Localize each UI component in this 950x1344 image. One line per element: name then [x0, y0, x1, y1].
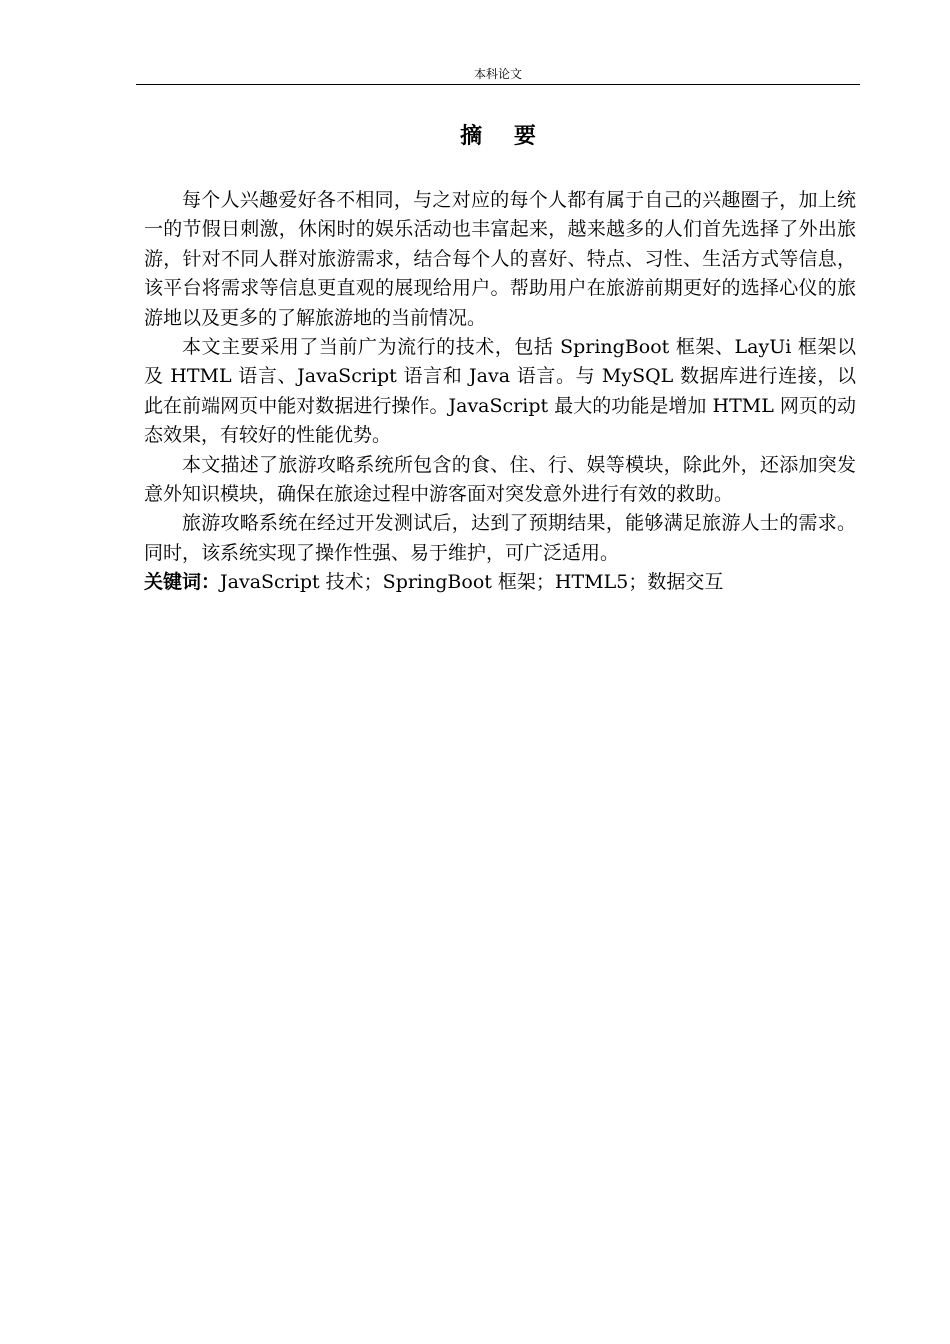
keywords-line — [144, 568, 856, 597]
header-text: 本科论文 — [473, 67, 522, 81]
abstract-title: 摘 要 — [460, 124, 548, 149]
abstract-paragraph-2: 本文主要采用了当前广为流行的技术，包括 SpringBoot 框架、LayUi 框架以及 HTML 语言、JavaScript 语言和 Java 语言。与 MySQL 数据库进行连接，以此在前端网页中能对数据进行操作。JavaScript 最大的功能是增加 HTML 网页的动态效果，有较好的性能优势。 — [144, 336, 856, 447]
abstract-paragraph-1: 每个人兴趣爱好各不相同，与之对应的每个人都有属于自己的兴趣圈子，加上统一的节假日刺激，休闲时的娱乐活动也丰富起来，越来越多的人们首先选择了外出旅游，针对不同人群对旅游需求，结合每个人的喜好、特点、习性、生活方式等信息，该平台将需求等信息更直观的展现给用户。帮助用户在旅游前期更好的选择心仪的旅游地以及更多的了解旅游地的当前情况。 — [144, 189, 856, 329]
keywords-text: JavaScript 技术；SpringBoot 框架；HTML5；数据交互 — [220, 571, 724, 594]
abstract-paragraph-3: 本文描述了旅游攻略系统所包含的食、住、行、娱等模块，除此外，还添加突发意外知识模块，确保在旅途过程中游客面对突发意外进行有效的救助。 — [144, 453, 856, 506]
page-header — [136, 66, 860, 85]
abstract-paragraph-4: 旅游攻略系统在经过开发测试后，达到了预期结果，能够满足旅游人士的需求。同时，该系统实现了操作性强、易于维护，可广泛适用。 — [144, 512, 856, 564]
abstract-body — [144, 186, 856, 598]
keywords-label: 关键词： — [144, 571, 221, 594]
